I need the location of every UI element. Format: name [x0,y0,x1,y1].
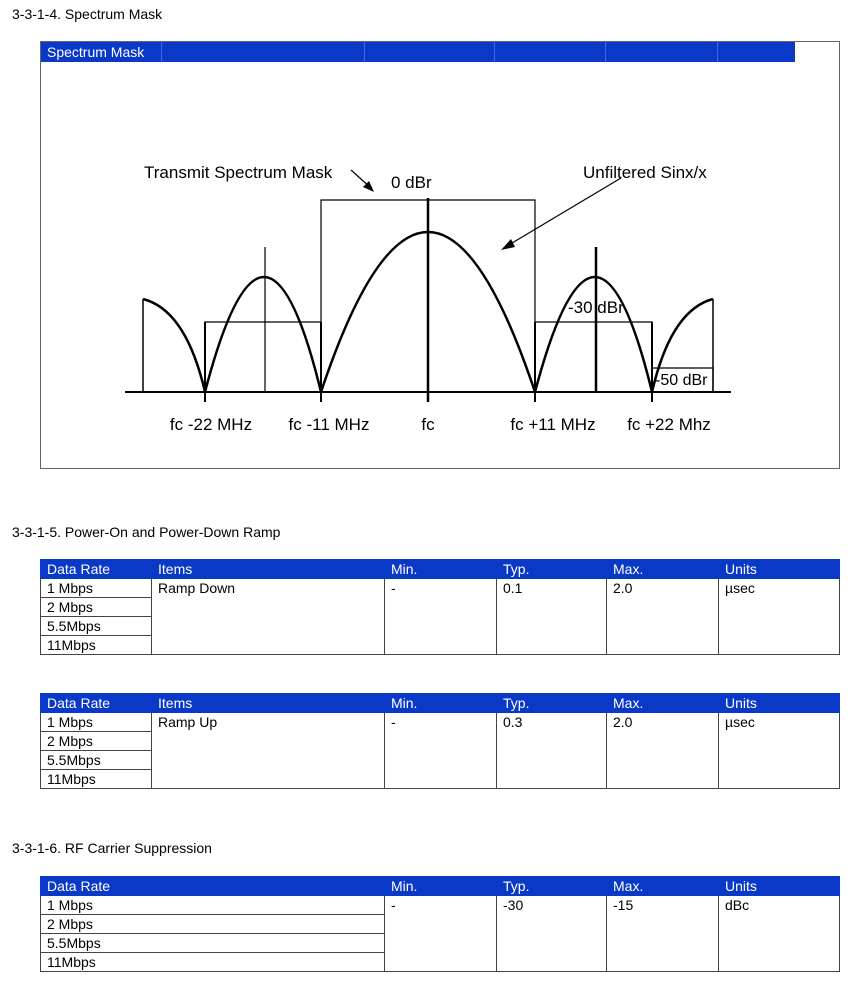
table-header-row [41,877,840,896]
rate-cell: 2 Mbps [41,915,385,934]
rate-cell: 1 Mbps [41,579,152,598]
col-data-rate: Data Rate [41,877,385,896]
rate-cell: 11Mbps [41,953,385,972]
rate-cell: 11Mbps [41,636,152,655]
col-min: Min. [385,877,497,896]
col-typ: Typ. [497,560,607,579]
sidelobe-right [535,277,652,392]
sinc-arrow [507,178,621,246]
min-cell: - [385,579,497,655]
col-data-rate: Data Rate [41,560,152,579]
transmit-mask-outline [205,200,713,392]
table-row [41,579,840,598]
max-cell: 2.0 [607,713,719,789]
ramp-down-table [40,559,840,655]
label-minus50-dbr: -50 dBr [655,372,708,389]
table-header-row [41,694,840,713]
typ-cell: 0.3 [497,713,607,789]
rate-cell: 11Mbps [41,770,152,789]
rate-cell: 1 Mbps [41,713,152,732]
spectrum-mask-figure [40,41,840,469]
col-min: Min. [385,560,497,579]
rate-cell: 2 Mbps [41,732,152,751]
item-cell: Ramp Up [152,713,385,789]
col-units: Units [719,694,840,713]
rate-cell: 2 Mbps [41,598,152,617]
carrier-suppression-table [40,876,840,972]
col-typ: Typ. [497,694,607,713]
tick-fc: fc [421,415,435,434]
units-cell: µsec [719,579,840,655]
col-max: Max. [607,877,719,896]
col-units: Units [719,877,840,896]
max-cell: -15 [607,896,719,972]
min-cell: - [385,713,497,789]
units-cell: µsec [719,713,840,789]
spectrum-mask-header-label: Spectrum Mask [47,44,145,60]
col-items: Items [152,694,385,713]
rate-cell: 5.5Mbps [41,934,385,953]
item-cell: Ramp Down [152,579,385,655]
col-items: Items [152,560,385,579]
table-row [41,713,840,732]
col-typ: Typ. [497,877,607,896]
table-row [41,896,840,915]
col-max: Max. [607,560,719,579]
table-header-row [41,560,840,579]
label-transmit-mask: Transmit Spectrum Mask [144,163,333,182]
ramp-up-table [40,693,840,789]
section-title-spectrum-mask: 3-3-1-4. Spectrum Mask [12,6,163,22]
typ-cell: -30 [497,896,607,972]
sidelobe-left [205,277,321,392]
tick-fc-plus22: fc +22 Mhz [627,415,711,434]
min-cell: - [385,896,497,972]
tick-fc-plus11: fc +11 MHz [510,415,596,434]
sidelobe-far-left [143,299,205,392]
label-minus30-dbr: -30 dBr [568,298,624,317]
col-max: Max. [607,694,719,713]
section-title-carrier-suppression: 3-3-1-6. RF Carrier Suppression [12,840,212,856]
tick-fc-minus11: fc -11 MHz [288,415,370,434]
section-title-ramp: 3-3-1-5. Power-On and Power-Down Ramp [12,524,281,540]
col-min: Min. [385,694,497,713]
rate-cell: 5.5Mbps [41,617,152,636]
label-unfiltered-sinc: Unfiltered Sinx/x [583,163,707,182]
tick-fc-minus22: fc -22 MHz [169,415,253,434]
label-0dbr: 0 dBr [391,173,432,192]
typ-cell: 0.1 [497,579,607,655]
rate-cell: 1 Mbps [41,896,385,915]
units-cell: dBc [719,896,840,972]
col-data-rate: Data Rate [41,694,152,713]
spectrum-mask-drawing [41,42,841,470]
max-cell: 2.0 [607,579,719,655]
rate-cell: 5.5Mbps [41,751,152,770]
col-units: Units [719,560,840,579]
